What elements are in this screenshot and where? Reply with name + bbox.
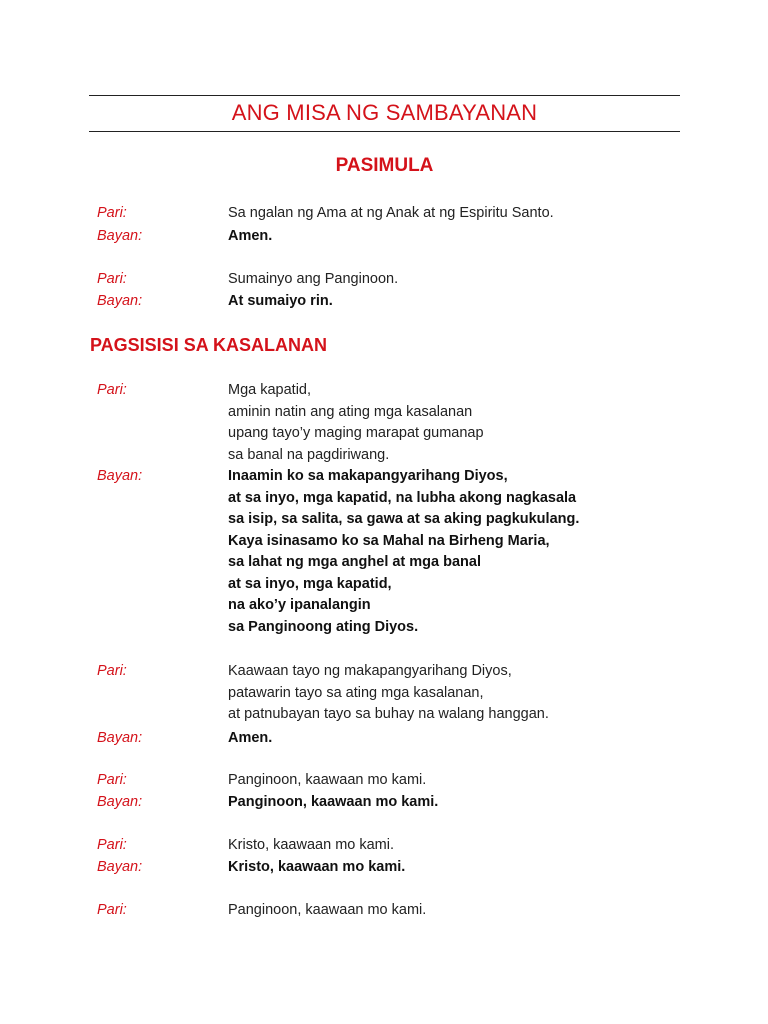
text-line: patawarin tayo sa ating mga kasalanan,: [228, 684, 484, 701]
priest-text: [228, 770, 748, 792]
text-line: Sumainyo ang Panginoon.: [228, 271, 399, 287]
text-line: na ako’y ipanalangin: [228, 597, 371, 613]
speaker-pari-label: Pari:: [97, 902, 127, 918]
title-bottom-rule: [89, 131, 680, 132]
speaker-bayan-label: Bayan:: [97, 293, 143, 309]
text-line: Panginoon, kaawaan mo kami.: [228, 902, 427, 918]
text-line: sa banal na pagdiriwang.: [228, 446, 390, 463]
speaker-pari-label: Pari:: [97, 382, 127, 398]
text-line: At sumaiyo rin.: [228, 293, 333, 309]
response-text: [228, 226, 748, 248]
response-text: [228, 792, 748, 814]
speaker-pari-label: Pari:: [97, 772, 127, 788]
speaker-bayan-label: Bayan:: [97, 730, 143, 746]
speaker-bayan-label: Bayan:: [97, 794, 143, 810]
speaker-pari-label: Pari:: [97, 663, 127, 679]
priest-text: [228, 661, 748, 726]
text-line: sa isip, sa salita, sa gawa at sa aking pagkukulang.: [228, 511, 580, 527]
title-top-rule: [89, 95, 680, 96]
text-line: aminin natin ang ating mga kasalanan: [228, 403, 473, 420]
speaker-bayan-label: Bayan:: [97, 228, 143, 244]
text-line: Kaya isinasamo ko sa Mahal na Birheng Maria,: [228, 532, 550, 549]
text-line: at sa inyo, mga kapatid,: [228, 575, 392, 592]
speaker-bayan-label: Bayan:: [97, 468, 143, 484]
text-line: Kristo, kaawaan mo kami.: [228, 859, 406, 875]
speaker-pari-label: Pari:: [97, 837, 127, 853]
priest-text: [228, 835, 748, 857]
priest-text: [228, 900, 748, 922]
text-line: Panginoon, kaawaan mo kami.: [228, 794, 439, 810]
text-line: sa Panginoong ating Diyos.: [228, 618, 419, 635]
text-line: Amen.: [228, 228, 273, 244]
priest-text: [228, 203, 748, 225]
section-heading-pagsisisi: PAGSISISI SA KASALANAN: [90, 335, 328, 355]
speaker-pari-label: Pari:: [97, 205, 127, 221]
page-title: ANG MISA NG SAMBAYANAN: [231, 100, 538, 125]
priest-text: [228, 269, 748, 291]
speaker-pari-label: Pari:: [97, 271, 127, 287]
text-line: at sa inyo, mga kapatid, na lubha akong nagkasala: [228, 489, 577, 506]
text-line: at patnubayan tayo sa buhay na walang hanggan.: [228, 706, 549, 722]
section-heading-pasimula: PASIMULA: [335, 155, 434, 176]
priest-text: [228, 380, 748, 466]
text-line: Kristo, kaawaan mo kami.: [228, 837, 395, 853]
text-line: Mga kapatid,: [228, 382, 312, 398]
text-line: Inaamin ko sa makapangyarihang Diyos,: [228, 468, 508, 484]
text-line: upang tayo’y maging marapat gumanap: [228, 425, 484, 441]
response-text: [228, 857, 748, 879]
text-line: Amen.: [228, 730, 273, 746]
response-text: [228, 728, 748, 750]
speaker-bayan-label: Bayan:: [97, 859, 143, 875]
text-line: Sa ngalan ng Ama at ng Anak at ng Espiritu Santo.: [228, 205, 554, 221]
text-line: Panginoon, kaawaan mo kami.: [228, 772, 427, 788]
response-text: [228, 291, 748, 313]
text-line: sa lahat ng mga anghel at mga banal: [228, 554, 482, 570]
response-text: [228, 466, 748, 638]
text-line: Kaawaan tayo ng makapangyarihang Diyos,: [228, 663, 512, 679]
